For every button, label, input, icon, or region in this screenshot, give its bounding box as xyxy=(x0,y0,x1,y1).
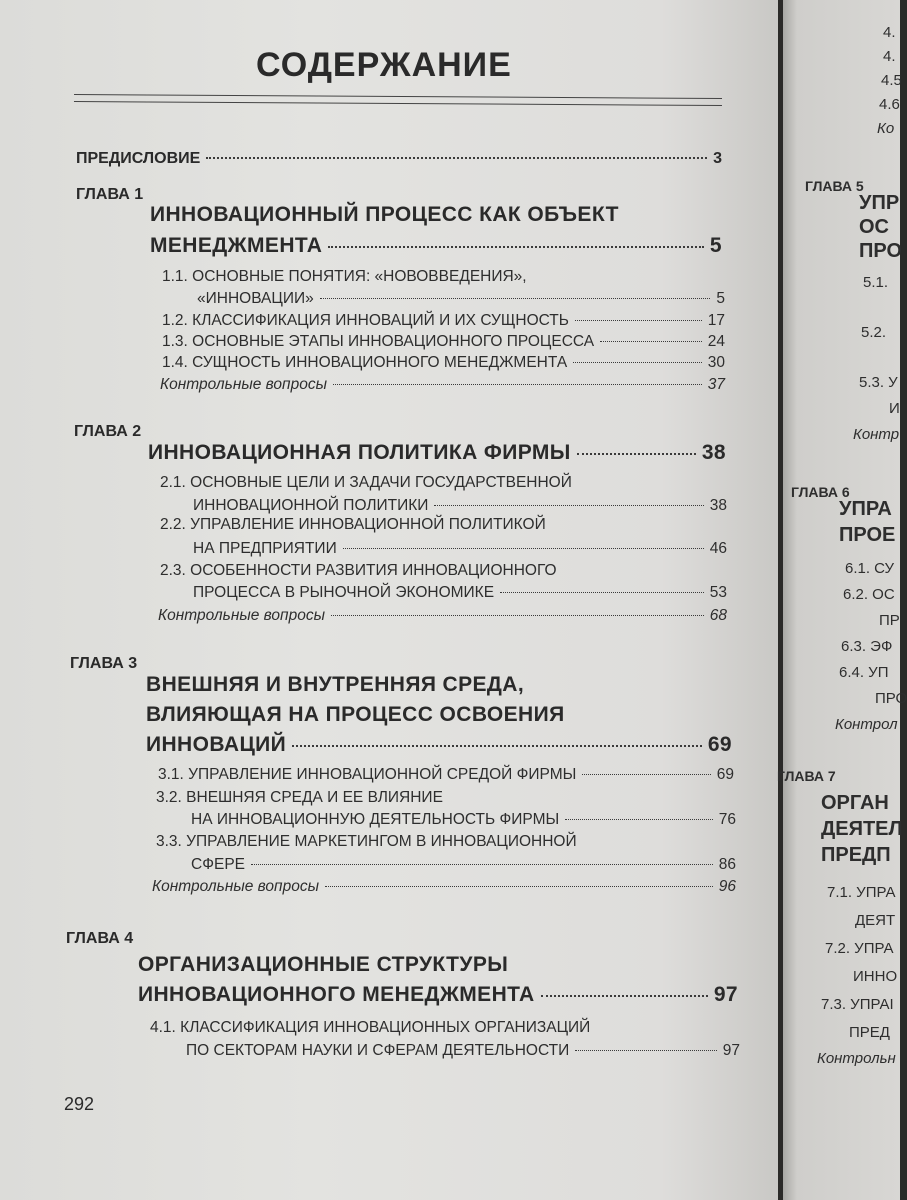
dot-leader xyxy=(565,818,713,820)
section-page: 69 xyxy=(716,766,734,783)
dot-leader xyxy=(500,591,704,593)
right-item: Контрольн xyxy=(817,1050,896,1067)
dot-leader xyxy=(577,452,696,455)
chapter-title-line: ВЛИЯЮЩАЯ НА ПРОЦЕСС ОСВОЕНИЯ xyxy=(146,703,565,726)
section-line: ПО СЕКТОРАМ НАУКИ И СФЕРАМ ДЕЯТЕЛЬНОСТИ xyxy=(186,1042,570,1059)
section-line: НА ПРЕДПРИЯТИИ xyxy=(193,540,337,557)
toc-entry-preface xyxy=(76,150,722,168)
page-title: СОДЕРЖАНИЕ xyxy=(256,46,512,84)
dot-leader xyxy=(320,297,711,299)
right-item: ИННО xyxy=(853,968,898,985)
preface-page: 3 xyxy=(713,150,722,167)
toc-section-row xyxy=(162,354,725,372)
section-line: НА ИННОВАЦИОННУЮ ДЕЯТЕЛЬНОСТЬ ФИРМЫ xyxy=(191,811,560,828)
section-line: 3.1. УПРАВЛЕНИЕ ИННОВАЦИОННОЙ СРЕДОЙ ФИРМЫ xyxy=(158,766,577,783)
section-page: 17 xyxy=(707,312,725,329)
dot-leader xyxy=(331,614,704,616)
chapter-title-line: ИННОВАЦИЙ xyxy=(146,733,287,756)
toc-section-row xyxy=(186,1042,740,1060)
section-page: 5 xyxy=(716,290,725,307)
dot-leader xyxy=(573,361,702,363)
section-line: 1.2. КЛАССИФИКАЦИЯ ИННОВАЦИЙ И ИХ СУЩНОСТЬ xyxy=(162,312,569,329)
chapter-title-row xyxy=(148,441,726,465)
dot-leader xyxy=(575,1049,716,1051)
toc-questions-row xyxy=(152,878,736,896)
questions-page: 37 xyxy=(707,376,725,393)
right-chapter-title: ПРОЕ xyxy=(839,524,896,546)
section-page: 53 xyxy=(709,584,727,601)
right-fragment: 4. xyxy=(883,24,896,41)
preface-label: ПРЕДИСЛОВИЕ xyxy=(76,150,201,167)
chapter-title-line: ОРГАНИЗАЦИОННЫЕ СТРУКТУРЫ xyxy=(138,953,509,976)
right-item: 5.2. xyxy=(861,324,887,341)
chapter-title-line: ВНЕШНЯЯ И ВНУТРЕННЯЯ СРЕДА, xyxy=(146,673,525,696)
title-rule xyxy=(74,94,722,106)
section-page: 46 xyxy=(709,540,727,557)
chapter-title-line: МЕНЕДЖМЕНТА xyxy=(150,234,323,257)
dot-leader xyxy=(292,744,702,747)
right-item: 5.3. У xyxy=(859,374,898,391)
section-page: 30 xyxy=(707,354,725,371)
section-page: 97 xyxy=(722,1042,740,1059)
chapter-label: ГЛАВА 2 xyxy=(74,423,142,440)
section-line: 2.2. УПРАВЛЕНИЕ ИННОВАЦИОННОЙ ПОЛИТИКОЙ xyxy=(160,516,546,533)
section-line: ИННОВАЦИОННОЙ ПОЛИТИКИ xyxy=(193,497,429,514)
right-item: И xyxy=(889,400,900,417)
right-fragment: 4. xyxy=(883,48,896,65)
toc-questions-row xyxy=(158,607,727,625)
section-line: «ИННОВАЦИИ» xyxy=(197,290,314,307)
right-chapter-title: ПРЕДП xyxy=(821,844,891,866)
section-page: 24 xyxy=(707,333,725,350)
chapter-title-row xyxy=(150,234,722,258)
dot-leader xyxy=(434,504,703,506)
right-item: 6.1. СУ xyxy=(845,560,895,577)
right-item: 6.4. УП xyxy=(839,664,889,681)
right-item: ПР xyxy=(879,612,900,629)
right-chapter-title: ПРО xyxy=(859,240,903,262)
right-chapter-title: ОРГАН xyxy=(821,792,889,814)
chapter-page: 97 xyxy=(713,983,738,1006)
right-item: Контр xyxy=(853,426,900,443)
right-item: 5.1. xyxy=(863,274,889,291)
section-page: 86 xyxy=(718,856,736,873)
right-chapter-label: ГЛАВА 5 xyxy=(805,178,864,194)
section-line: 2.3. ОСОБЕННОСТИ РАЗВИТИЯ ИННОВАЦИОННОГО xyxy=(160,562,557,579)
dot-leader xyxy=(251,863,713,865)
toc-section-row xyxy=(191,856,736,874)
chapter-title-line: ИННОВАЦИОННЫЙ ПРОЦЕСС КАК ОБЪЕКТ xyxy=(150,203,619,226)
right-item: ПРЕД xyxy=(849,1024,890,1041)
right-item: Контрол xyxy=(835,716,898,733)
dot-leader xyxy=(206,156,707,159)
chapter-label: ГЛАВА 4 xyxy=(66,930,134,947)
toc-questions-row xyxy=(160,376,725,394)
right-item: 6.3. ЭФ xyxy=(841,638,893,655)
dot-leader xyxy=(575,319,702,321)
toc-section-row xyxy=(193,497,727,515)
section-line: 3.2. ВНЕШНЯЯ СРЕДА И ЕЕ ВЛИЯНИЕ xyxy=(156,789,443,806)
toc-section-row xyxy=(162,312,725,330)
right-fragment: 4.5 xyxy=(881,72,902,89)
dot-leader xyxy=(328,245,704,248)
right-item: 7.2. УПРА xyxy=(825,940,894,957)
section-line: 2.1. ОСНОВНЫЕ ЦЕЛИ И ЗАДАЧИ ГОСУДАРСТВЕННОЙ xyxy=(160,474,572,491)
right-fragment: Ко xyxy=(877,120,895,137)
chapter-label: ГЛАВА 3 xyxy=(70,655,138,672)
right-chapter-title: УПР xyxy=(859,192,900,214)
questions-label: Контрольные вопросы xyxy=(152,878,319,895)
dot-leader xyxy=(343,547,704,549)
right-page xyxy=(777,0,907,1200)
right-chapter-title: ДЕЯТЕЛ xyxy=(821,818,903,840)
section-line: 1.4. СУЩНОСТЬ ИННОВАЦИОННОГО МЕНЕДЖМЕНТА xyxy=(162,354,568,371)
right-item: 7.3. УПРАІ xyxy=(821,996,894,1013)
questions-label: Контрольные вопросы xyxy=(160,376,327,393)
questions-page: 68 xyxy=(709,607,727,624)
right-chapter-label: ГЛАВА 6 xyxy=(791,484,850,500)
section-line: 3.3. УПРАВЛЕНИЕ МАРКЕТИНГОМ В ИННОВАЦИОННОЙ xyxy=(156,833,577,850)
right-chapter-label: ГЛАВА 7 xyxy=(777,768,836,784)
questions-page: 96 xyxy=(718,878,736,895)
section-page: 76 xyxy=(718,811,736,828)
right-item: 6.2. ОС xyxy=(843,586,895,603)
right-item: ПРО xyxy=(875,690,907,707)
dot-leader xyxy=(333,383,702,385)
dot-leader xyxy=(600,340,702,342)
dot-leader xyxy=(325,885,713,887)
page-number: 292 xyxy=(64,1094,95,1114)
section-line: 4.1. КЛАССИФИКАЦИЯ ИННОВАЦИОННЫХ ОРГАНИЗАЦИЙ xyxy=(150,1019,591,1036)
section-line: 1.3. ОСНОВНЫЕ ЭТАПЫ ИННОВАЦИОННОГО ПРОЦЕССА xyxy=(162,333,595,350)
section-line: СФЕРЕ xyxy=(191,856,245,873)
chapter-title-line: ИННОВАЦИОННОГО МЕНЕДЖМЕНТА xyxy=(138,983,535,1006)
right-fragment: 4.6 xyxy=(879,96,900,113)
right-chapter-title: УПРА xyxy=(839,498,892,520)
section-line: 1.1. ОСНОВНЫЕ ПОНЯТИЯ: «НОВОВВЕДЕНИЯ», xyxy=(162,268,527,285)
toc-section-row xyxy=(197,290,725,308)
toc-section-row xyxy=(193,540,727,558)
chapter-label: ГЛАВА 1 xyxy=(76,186,144,203)
chapter-page: 38 xyxy=(701,441,726,464)
toc-section-row xyxy=(193,584,727,602)
section-line: ПРОЦЕССА В РЫНОЧНОЙ ЭКОНОМИКЕ xyxy=(193,584,495,601)
toc-section-row xyxy=(162,333,725,351)
right-item: 7.1. УПРА xyxy=(827,884,896,901)
chapter-title-row xyxy=(138,983,738,1007)
chapter-page: 5 xyxy=(709,234,722,257)
chapter-page: 69 xyxy=(707,733,732,756)
dot-leader xyxy=(582,773,710,775)
chapter-title-row xyxy=(146,733,732,757)
toc-section-row xyxy=(191,811,736,829)
dot-leader xyxy=(541,994,708,997)
toc-section-row xyxy=(158,766,734,784)
chapter-title-line: ИННОВАЦИОННАЯ ПОЛИТИКА ФИРМЫ xyxy=(148,441,571,464)
section-page: 38 xyxy=(709,497,727,514)
right-chapter-title: ОС xyxy=(859,216,889,238)
questions-label: Контрольные вопросы xyxy=(158,607,325,624)
right-item: ДЕЯТ xyxy=(855,912,896,929)
